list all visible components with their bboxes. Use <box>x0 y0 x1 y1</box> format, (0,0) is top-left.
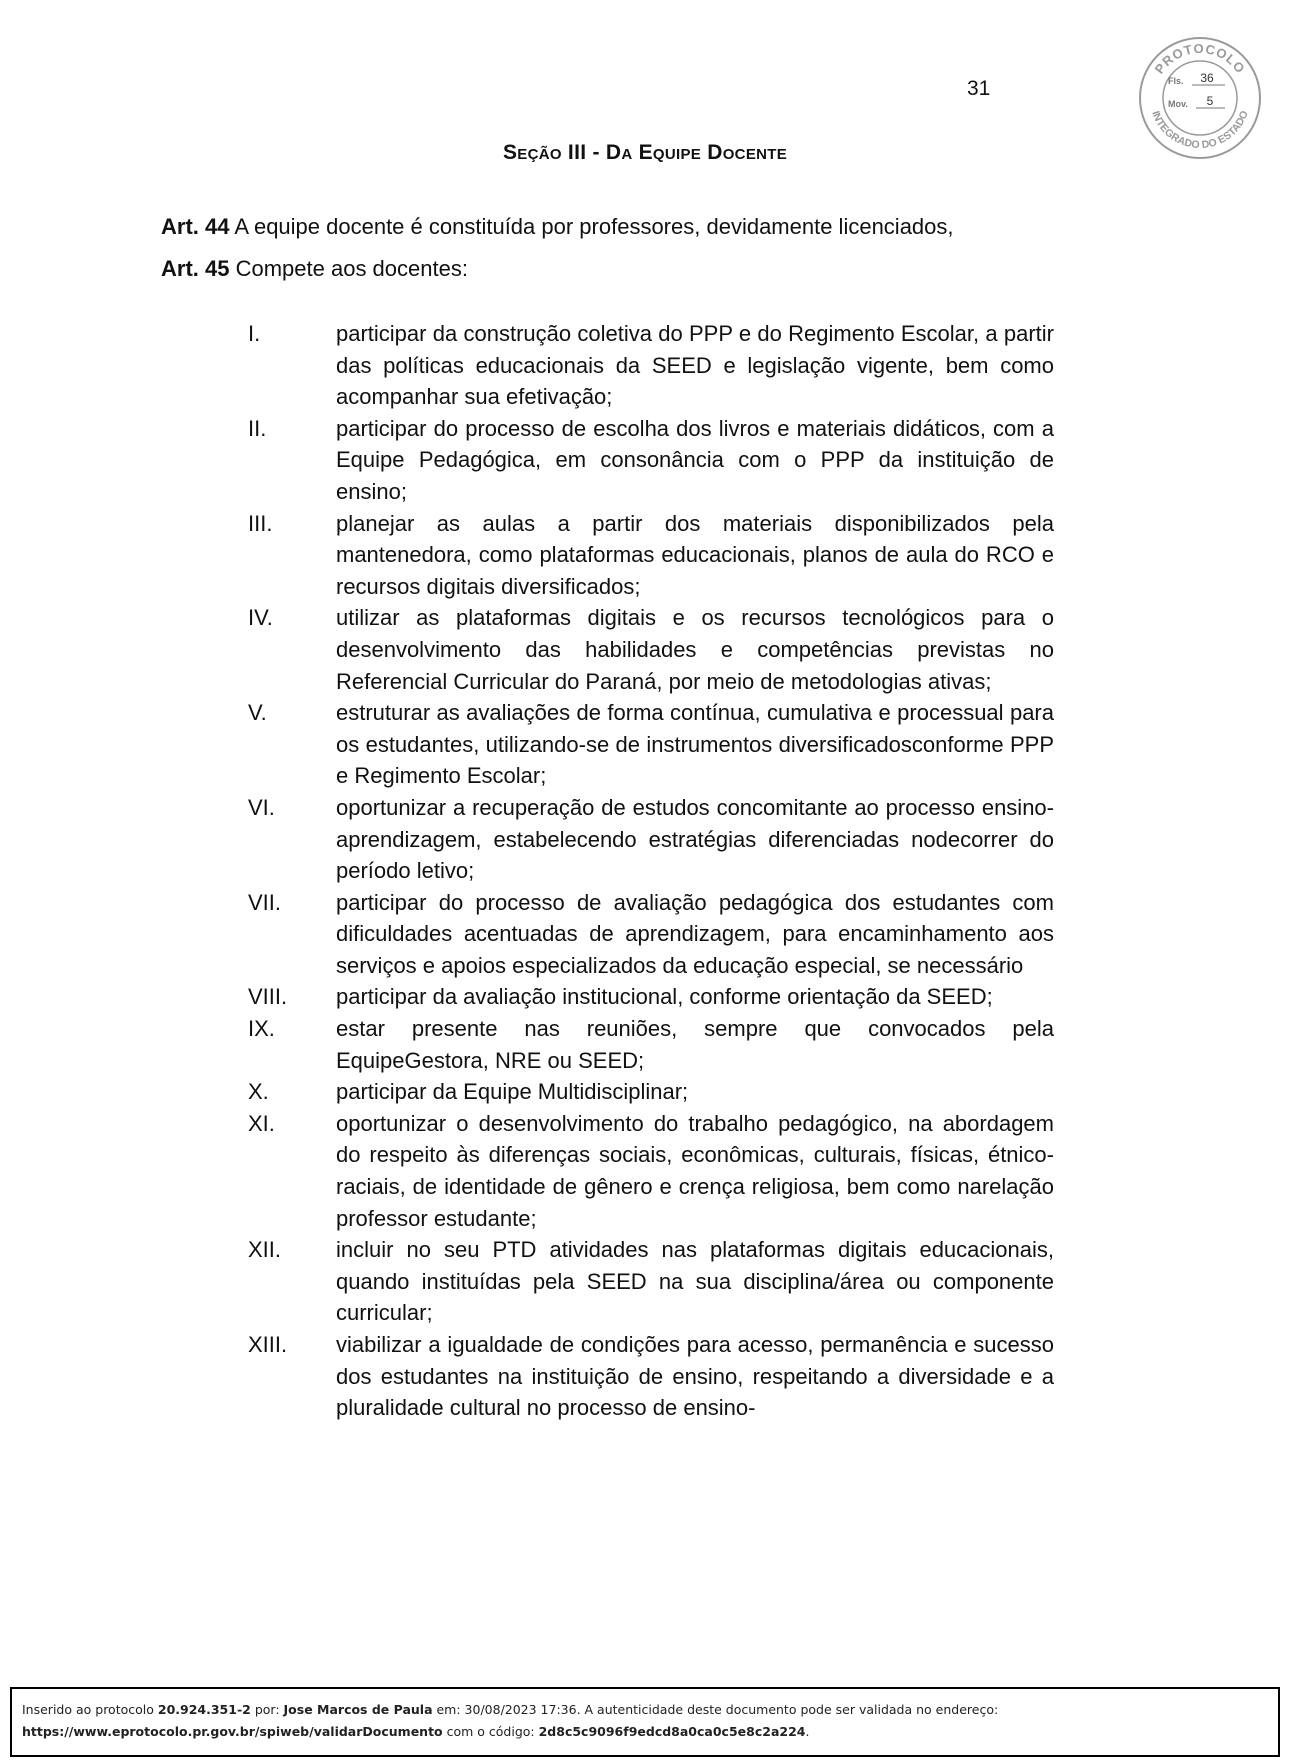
list-item <box>248 1329 1054 1424</box>
validation-url-link[interactable]: https://www.eprotocolo.pr.gov.br/spiweb/validarDocumento <box>22 1724 443 1739</box>
item-text: participar da Equipe Multidisciplinar; <box>336 1079 689 1105</box>
article-label: Art. 44 <box>161 214 230 239</box>
item-number: I. <box>248 321 261 346</box>
item-number: XII. <box>248 1237 282 1263</box>
authenticity-footer <box>10 1687 1280 1757</box>
item-text: participar da construção coletiva do PPP e do Regimento Escolar, a partir das políticas educacionais da SEED e legislação vigente, bem como acompanhar sua efetivação; <box>336 321 1054 410</box>
validation-code: 2d8c5c9096f9edcd8a0ca0c5e8c2a224 <box>538 1724 806 1739</box>
list-item <box>248 697 1054 792</box>
stamp-fls-label: Fls. <box>1168 76 1184 86</box>
list-item <box>248 887 1054 982</box>
list-item <box>248 792 1054 887</box>
item-number: III. <box>248 510 273 536</box>
page-number: 31 <box>967 77 991 100</box>
item-number: IV. <box>248 605 273 631</box>
item-number: V. <box>248 700 267 726</box>
item-number: XI. <box>248 1110 275 1136</box>
list-item <box>248 318 1054 413</box>
item-text: viabilizar a igualdade de condições para acesso, permanência e sucesso dos estudantes na instituição de ensino, respeitando a diversidade e a pluralidade cultural no processo de ensino- <box>336 1332 1054 1421</box>
list-item <box>248 1108 1054 1234</box>
competencies-list <box>248 318 1054 1424</box>
stamp-fls-value: 36 <box>1200 71 1214 85</box>
author-name: Jose Marcos de Paula <box>283 1702 433 1717</box>
footer-text: com o código: <box>442 1724 539 1739</box>
footer-text: por: <box>250 1702 284 1717</box>
item-number: IX. <box>248 1016 275 1042</box>
article-44 <box>161 214 954 240</box>
item-text: planejar as aulas a partir dos materiais disponibilizados pela mantenedora, como plataformas educacionais, planos de aula do RCO e recursos digitais diversificados; <box>336 510 1054 599</box>
article-text: Compete aos docentes: <box>229 256 468 281</box>
section-title: Seção III - Da Equipe Docente <box>502 141 788 164</box>
item-text: utilizar as plataformas digitais e os recursos tecnológicos para o desenvolvimento das habilidades e competências previstas no Referencial Curricular do Paraná, por meio de metodologias ativas; <box>336 605 1054 694</box>
article-text: A equipe docente é constituída por professores, devidamente licenciados, <box>229 214 954 239</box>
footer-text: . <box>805 1724 810 1739</box>
list-item <box>248 508 1054 603</box>
item-number: X. <box>248 1079 269 1105</box>
article-label: Art. 45 <box>161 256 230 281</box>
stamp-mov-label: Mov. <box>1168 99 1188 109</box>
stamp-mov-value: 5 <box>1206 94 1214 108</box>
list-item <box>248 1076 1054 1108</box>
list-item <box>248 981 1054 1013</box>
list-item <box>248 413 1054 508</box>
stamp-bottom-text: INTEGRADO DO ESTADO <box>1149 109 1251 152</box>
item-text: incluir no seu PTD atividades nas plataformas digitais educacionais, quando instituídas pela SEED na sua disciplina/área ou componente curricular; <box>336 1237 1054 1326</box>
list-item <box>248 602 1054 697</box>
footer-text: em: 30/08/2023 17:36. A autenticidade deste documento pode ser validada no endereço: <box>432 1702 999 1717</box>
item-text: participar da avaliação institucional, conforme orientação da SEED; <box>336 984 993 1010</box>
list-item <box>248 1013 1054 1076</box>
item-number: II. <box>248 415 267 441</box>
item-number: VII. <box>248 889 282 915</box>
item-text: oportunizar o desenvolvimento do trabalho pedagógico, na abordagem do respeito às diferenças sociais, econômicas, culturais, físicas, étnico- raciais, de identidade de gênero e crença religiosa, bem como narelação professor estudante; <box>336 1110 1054 1231</box>
item-number: VI. <box>248 794 275 820</box>
item-text: participar do processo de avaliação pedagógica dos estudantes com dificuldades acentuadas de aprendizagem, para encaminhamento aos serviços e apoios especializados da educação especial, se necessário <box>336 889 1054 978</box>
item-text: oportunizar a recuperação de estudos concomitante ao processo ensino-aprendizagem, estabelecendo estratégias diferenciadas nodecorrer do período letivo; <box>336 794 1054 884</box>
footer-text: Inserido ao protocolo <box>22 1702 158 1717</box>
item-number: VIII. <box>248 984 288 1010</box>
item-text: participar do processo de escolha dos livros e materiais didáticos, com a Equipe Pedagógica, em consonância com o PPP da instituição de ensino; <box>336 415 1054 504</box>
item-text: estruturar as avaliações de forma contínua, cumulativa e processual para os estudantes, utilizando-se de instrumentos diversificadosconforme PPP e Regimento Escolar; <box>336 700 1054 789</box>
item-text: estar presente nas reuniões, sempre que convocados pela EquipeGestora, NRE ou SEED; <box>336 1016 1054 1073</box>
article-45 <box>161 256 468 282</box>
protocol-number: 20.924.351-2 <box>157 1702 251 1717</box>
stamp-top-text: PROTOCOLO <box>1151 40 1249 77</box>
list-item <box>248 1234 1054 1329</box>
item-number: XIII. <box>248 1332 288 1357</box>
